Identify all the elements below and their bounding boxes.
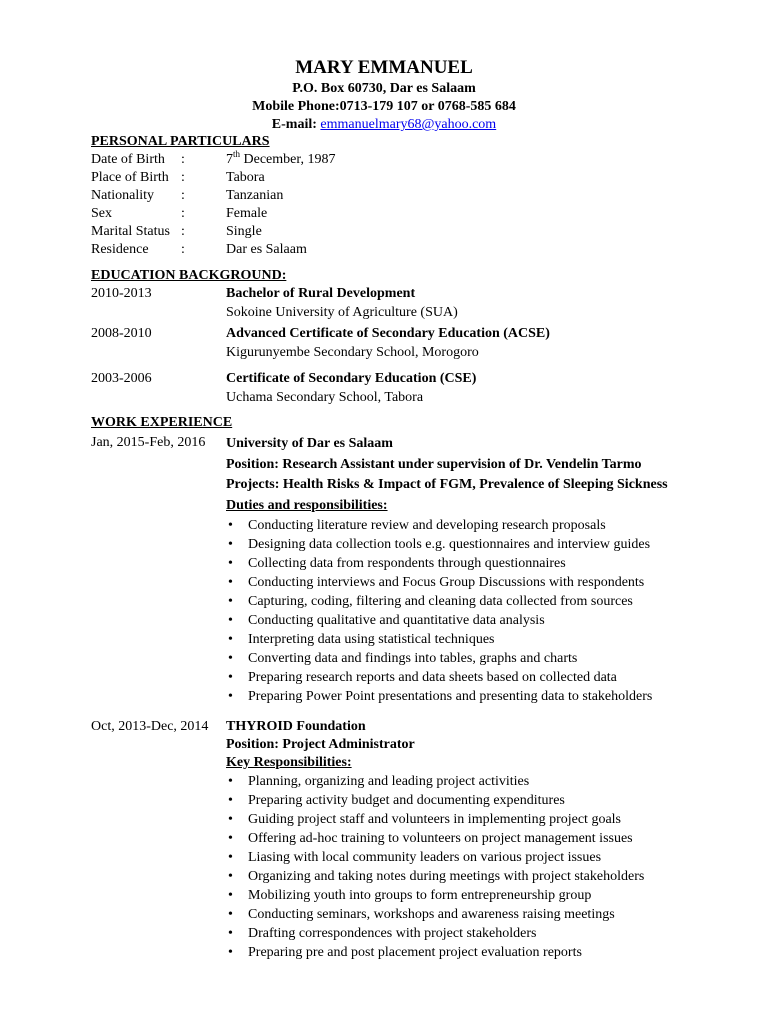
section-title-personal: PERSONAL PARTICULARS xyxy=(91,134,270,149)
bullet-icon: • xyxy=(228,670,233,686)
email-link[interactable]: emmanuelmary68@yahoo.com xyxy=(320,117,497,132)
personal-colon: : xyxy=(181,152,185,167)
education-qualification: Advanced Certificate of Secondary Education (ACSE) xyxy=(226,326,550,341)
email-line xyxy=(0,116,768,134)
personal-value: Tabora xyxy=(226,170,265,185)
dob-rest: December, 1987 xyxy=(240,152,336,167)
personal-colon: : xyxy=(181,224,185,239)
bullet-icon: • xyxy=(228,812,233,827)
duty-item xyxy=(226,791,746,810)
duty-item xyxy=(226,668,746,687)
duty-text: Preparing Power Point presentations and presenting data to stakeholders xyxy=(248,689,653,705)
bullet-icon: • xyxy=(228,689,233,705)
duties-list xyxy=(226,516,746,707)
personal-value: Tanzanian xyxy=(226,188,284,203)
duties-list xyxy=(226,772,746,962)
duty-text: Guiding project staff and volunteers in implementing project goals xyxy=(248,812,621,827)
duty-text: Drafting correspondences with project stakeholders xyxy=(248,926,537,941)
duty-item xyxy=(226,810,746,829)
duty-item xyxy=(226,573,746,592)
bullet-icon: • xyxy=(228,945,233,960)
job-details xyxy=(226,718,746,962)
duty-item xyxy=(226,535,746,554)
bullet-icon: • xyxy=(228,555,233,571)
duty-item xyxy=(226,867,746,886)
duty-text: Conducting interviews and Focus Group Discussions with respondents xyxy=(248,574,645,590)
job-employer: University of Dar es Salaam xyxy=(226,436,393,451)
mobile-phone: Mobile Phone:0713-179 107 or 0768-585 684 xyxy=(252,99,516,114)
email-label: E-mail: xyxy=(271,117,317,132)
duty-item xyxy=(226,886,746,905)
duty-text: Collecting data from respondents through questionnaires xyxy=(248,555,566,571)
dob-day: 7 xyxy=(226,152,233,167)
job-projects: Projects: Health Risks & Impact of FGM, Prevalence of Sleeping Sickness xyxy=(226,477,668,492)
personal-value: Dar es Salaam xyxy=(226,242,307,257)
bullet-icon: • xyxy=(228,574,233,590)
bullet-icon: • xyxy=(228,831,233,846)
duty-item xyxy=(226,943,746,962)
bullet-icon: • xyxy=(228,926,233,941)
personal-label: Nationality xyxy=(91,188,154,203)
duty-item xyxy=(226,630,746,649)
duty-item xyxy=(226,924,746,943)
duty-item xyxy=(226,772,746,791)
duties-heading: Key Responsibilities: xyxy=(226,755,352,770)
job-position: Position: Research Assistant under supervision of Dr. Vendelin Tarmo xyxy=(226,456,642,472)
duty-item xyxy=(226,687,746,706)
job-employer: THYROID Foundation xyxy=(226,719,366,734)
personal-value xyxy=(226,151,335,169)
bullet-icon: • xyxy=(228,850,233,865)
duty-text: Converting data and findings into tables, graphs and charts xyxy=(248,651,578,667)
duty-text: Mobilizing youth into groups to form entrepreneurship group xyxy=(248,888,592,903)
duty-item xyxy=(226,611,746,630)
duty-item xyxy=(226,829,746,848)
job-dates: Oct, 2013-Dec, 2014 xyxy=(91,719,209,734)
personal-label: Sex xyxy=(91,206,112,221)
education-qualification: Bachelor of Rural Development xyxy=(226,286,416,301)
duty-text: Preparing pre and post placement project evaluation reports xyxy=(248,945,582,960)
personal-value: Single xyxy=(226,224,262,239)
duty-text: Preparing research reports and data sheets based on collected data xyxy=(248,670,617,686)
duty-text: Planning, organizing and leading project activities xyxy=(248,774,530,789)
personal-label: Place of Birth xyxy=(91,170,169,185)
candidate-name: MARY EMMANUEL xyxy=(295,57,473,78)
resume-header xyxy=(0,56,768,134)
section-title-education: EDUCATION BACKGROUND: xyxy=(91,268,287,283)
bullet-icon: • xyxy=(228,774,233,789)
duties-heading: Duties and responsibilities: xyxy=(226,497,388,513)
job-dates: Jan, 2015-Feb, 2016 xyxy=(91,435,206,450)
education-qualification: Certificate of Secondary Education (CSE) xyxy=(226,371,477,386)
bullet-icon: • xyxy=(228,793,233,808)
bullet-icon: • xyxy=(228,517,233,533)
duty-text: Interpreting data using statistical techniques xyxy=(248,632,495,648)
education-years: 2008-2010 xyxy=(91,326,152,341)
duty-text: Offering ad-hoc training to volunteers on project management issues xyxy=(248,831,633,846)
duty-text: Conducting seminars, workshops and awareness raising meetings xyxy=(248,907,615,922)
personal-colon: : xyxy=(181,170,185,185)
duty-text: Designing data collection tools e.g. questionnaires and interview guides xyxy=(248,536,651,552)
personal-label: Residence xyxy=(91,242,149,257)
dob-ordinal: th xyxy=(233,149,241,159)
personal-colon: : xyxy=(181,242,185,257)
duty-text: Organizing and taking notes during meetings with project stakeholders xyxy=(248,869,645,884)
postal-address: P.O. Box 60730, Dar es Salaam xyxy=(292,81,476,96)
section-title-work: WORK EXPERIENCE xyxy=(91,415,233,430)
duty-item xyxy=(226,516,746,535)
personal-value: Female xyxy=(226,206,268,221)
bullet-icon: • xyxy=(228,536,233,552)
bullet-icon: • xyxy=(228,651,233,667)
bullet-icon: • xyxy=(228,612,233,628)
personal-label: Marital Status xyxy=(91,224,170,239)
bullet-icon: • xyxy=(228,632,233,648)
bullet-icon: • xyxy=(228,869,233,884)
education-institution: Sokoine University of Agriculture (SUA) xyxy=(226,305,458,320)
bullet-icon: • xyxy=(228,888,233,903)
duty-text: Capturing, coding, filtering and cleaning data collected from sources xyxy=(248,593,633,609)
duty-item xyxy=(226,905,746,924)
personal-colon: : xyxy=(181,206,185,221)
duty-text: Conducting literature review and developing research proposals xyxy=(248,517,606,533)
duty-item xyxy=(226,554,746,573)
job-position: Position: Project Administrator xyxy=(226,737,415,752)
personal-label: Date of Birth xyxy=(91,152,165,167)
education-years: 2010-2013 xyxy=(91,286,152,301)
education-institution: Uchama Secondary School, Tabora xyxy=(226,390,424,405)
job-details xyxy=(226,434,746,706)
education-years: 2003-2006 xyxy=(91,371,152,386)
personal-colon: : xyxy=(181,188,185,203)
duty-text: Liasing with local community leaders on various project issues xyxy=(248,850,602,865)
bullet-icon: • xyxy=(228,907,233,922)
education-institution: Kigurunyembe Secondary School, Morogoro xyxy=(226,345,479,360)
bullet-icon: • xyxy=(228,593,233,609)
duty-text: Preparing activity budget and documenting expenditures xyxy=(248,793,565,808)
duty-item xyxy=(226,592,746,611)
duty-item xyxy=(226,848,746,867)
duty-text: Conducting qualitative and quantitative data analysis xyxy=(248,612,545,628)
duty-item xyxy=(226,649,746,668)
